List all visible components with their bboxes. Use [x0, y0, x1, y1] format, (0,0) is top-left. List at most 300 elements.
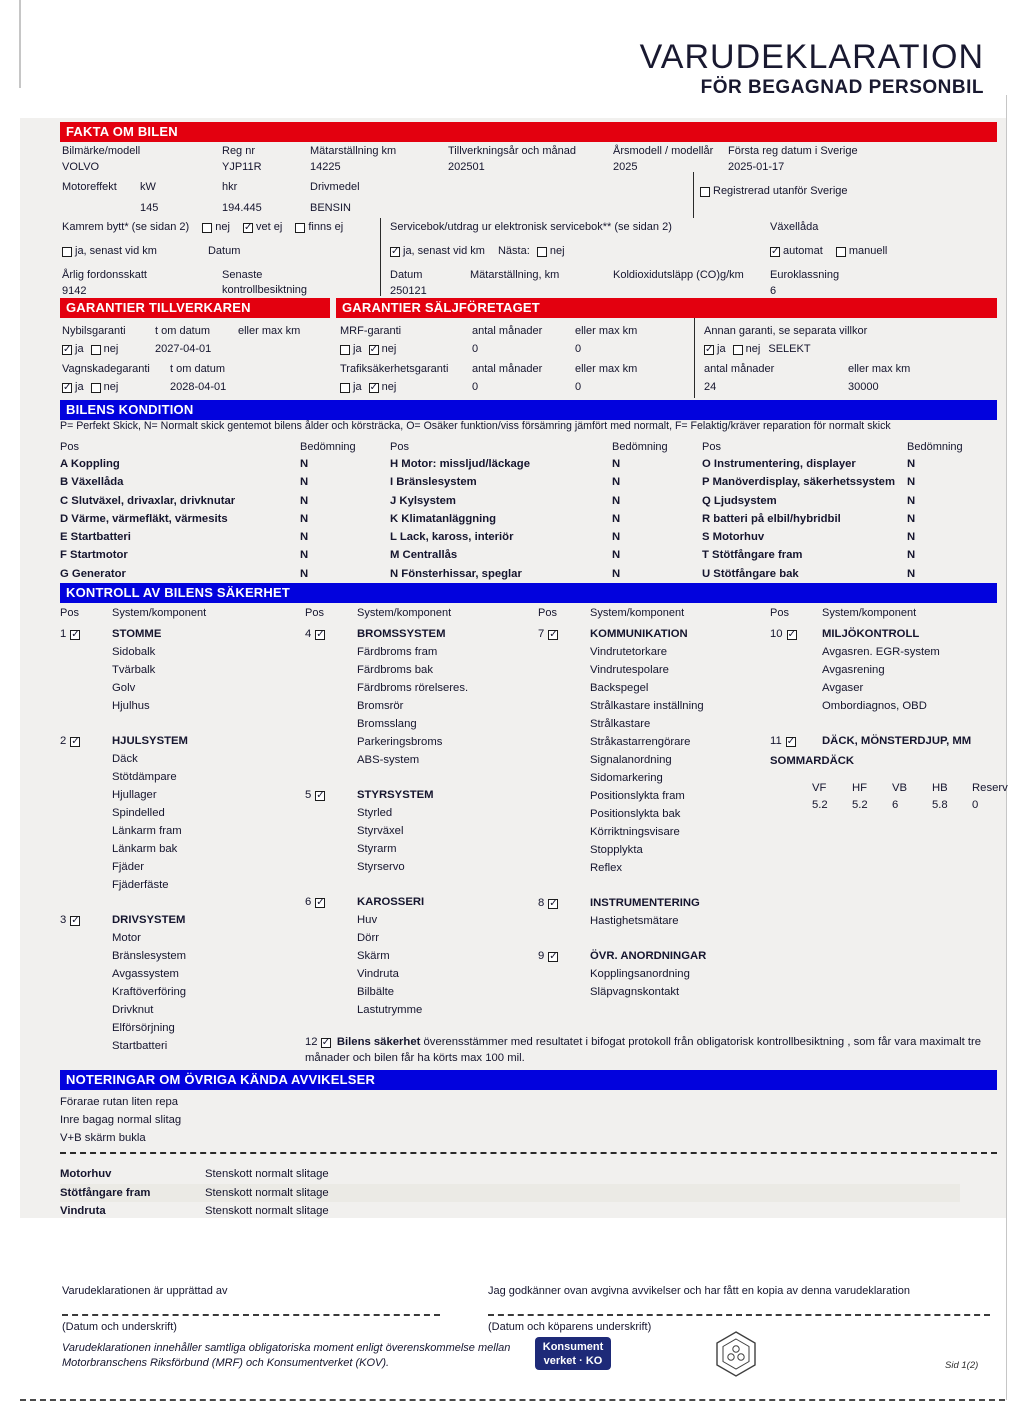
condition-row [390, 546, 692, 564]
tyre-header: VB [892, 782, 908, 794]
kamrem-label: Kamrem bytt* (se sidan 2) [62, 221, 190, 233]
bedomning-header: Bedömning [300, 441, 356, 453]
registrerad-label: Registrerad utanför Sverige [713, 185, 848, 197]
badge-line2: verket · KO [543, 1355, 603, 1367]
condition-grade: N [907, 549, 916, 562]
safety-item: Signalanordning [590, 754, 672, 766]
vaxellada-automat-checkbox: ✓ [771, 245, 780, 257]
annan-janej [704, 342, 811, 357]
safety-group-bromssystem [305, 625, 538, 769]
group-pos [538, 625, 590, 643]
dashed-divider [60, 1152, 997, 1154]
tom-datum-label: t om datum [170, 363, 226, 375]
registrerad-utanfor-row [700, 184, 848, 199]
servicebok-nej-checkbox [537, 247, 547, 257]
condition-label: L Lack, kaross, interiör [390, 531, 514, 544]
ja-label: ja [353, 381, 362, 393]
group-name: DÄCK, MÖNSTERDJUP, MM [822, 735, 972, 747]
field-kw [140, 180, 158, 216]
field-tillverkningsar [448, 144, 576, 175]
annan-maxkm-label: eller max km [848, 363, 911, 375]
bedomning-header: Bedömning [907, 441, 963, 453]
safety-item: Styrled [357, 807, 393, 819]
section-garanti-saljforetag-banner: GARANTIER SÄLJFÖRETAGET [336, 298, 997, 318]
mrf-maxkm-value: 0 [575, 343, 582, 355]
field-value: 202501 [448, 161, 485, 173]
condition-label: K Klimatanläggning [390, 512, 497, 525]
safety-group-kommunikation [538, 625, 770, 877]
group-number: 11 [770, 735, 782, 747]
nej-checkbox: ✓ [369, 381, 379, 393]
section-garanti-tillverkare [60, 318, 330, 398]
condition-label: S Motorhuv [702, 531, 765, 544]
field-matarstallning [310, 144, 396, 175]
field-label: hkr [222, 181, 238, 193]
pos-header: Pos [60, 607, 79, 619]
safety-item: Styrarm [357, 843, 397, 855]
divider [380, 218, 381, 296]
annan-garanti-namn: SELEKT [768, 343, 811, 355]
field-besiktning-datum [390, 268, 427, 299]
condition-label: P Manöverdisplay, säkerhetssystem [702, 476, 895, 489]
safety-header [305, 606, 538, 621]
bedomning-header: Bedömning [612, 441, 668, 453]
datum-underskrift-label: (Datum och underskrift) [62, 1321, 177, 1333]
safety-item: Spindelled [112, 807, 165, 819]
legal-text: Varudeklarationen innehåller samtliga obligatoriska moment enligt överenskommelse mellan Motorbranschens Riksförbund (MRF) och Konsumentverket (KOV). [62, 1342, 511, 1369]
divider [693, 172, 694, 218]
group-pos [770, 625, 822, 643]
kamrem-nej-checkbox [202, 223, 212, 233]
group-checkbox: ✓ [71, 736, 80, 747]
safety-item: Strålkastare inställning [590, 700, 704, 712]
condition-label: O Instrumentering, displayer [702, 458, 856, 470]
condition-label: G Generator [60, 567, 126, 580]
condition-grade: N [907, 567, 916, 580]
safety-item: Länkarm fram [112, 825, 182, 837]
condition-label: J Kylsystem [390, 494, 456, 507]
annan-garanti-label: Annan garanti, se separata villkor [704, 325, 868, 337]
field-value: 2025 [613, 161, 638, 173]
section-garanti-tillverkare-banner: GARANTIER TILLVERKAREN [60, 298, 330, 318]
notering-line: V+B skärm bukla [60, 1132, 146, 1144]
condition-grade: N [612, 512, 621, 525]
eller-max-km-label: eller max km [575, 325, 638, 337]
condition-column-2 [390, 439, 702, 583]
ja-checkbox: ✓ [63, 381, 72, 393]
field-euroklassning [770, 268, 839, 299]
system-header: System/komponent [357, 607, 452, 619]
safety-item: Färdbroms bak [357, 664, 433, 676]
servicebok-ja-label: ja, senast vid km [403, 245, 485, 257]
tyre-header: HF [852, 782, 868, 794]
kamrem-ja-row [62, 244, 240, 259]
konsumentverket-badge [535, 1337, 611, 1370]
group-items [112, 643, 305, 715]
field-value: 2025-01-17 [728, 161, 785, 173]
vaxellada-automat-label: automat [783, 245, 823, 257]
safety-header [60, 606, 305, 621]
safety-item: Kraftöverföring [112, 986, 187, 998]
condition-label: R batteri på elbil/hybridbil [702, 512, 841, 525]
part-note: Stenskott normalt slitage [205, 1186, 329, 1199]
condition-row [60, 510, 380, 528]
safety-group-instrumentering [538, 894, 770, 930]
field-label: Årsmodell / modellår [613, 145, 714, 157]
condition-row [702, 565, 987, 583]
safety-item: Stötdämpare [112, 771, 177, 783]
safety-header [770, 606, 1024, 621]
page-cut-line [20, 1399, 1005, 1401]
tyre-value-row [812, 797, 1024, 814]
group-pos [60, 732, 112, 750]
condition-label: F Startmotor [60, 549, 128, 562]
tyre-header: Reserv [972, 782, 1008, 794]
tyre-depth-table [812, 780, 1024, 814]
safety-item: Däck [112, 753, 138, 765]
group-pos [538, 947, 590, 965]
godkanner-label: Jag godkänner ovan avgivna avvikelser och har fått en kopia av denna varudeklaration [488, 1285, 910, 1297]
safety-item: Hjullager [112, 789, 157, 801]
ja-checkbox [340, 383, 350, 393]
safety-group-miljokontroll [770, 625, 1024, 715]
condition-label: M Centrallås [390, 549, 458, 562]
condition-grade: N [612, 549, 621, 562]
field-value: 14225 [310, 161, 341, 173]
avvikelser-table [60, 1165, 960, 1221]
group-number: 7 [538, 628, 545, 640]
group-items [357, 911, 538, 1019]
upprattad-av-label: Varudeklarationen är upprättad av [62, 1285, 228, 1297]
scan-edge-left [19, 0, 21, 88]
field-value: 250121 [390, 285, 427, 297]
safety-item: Backspegel [590, 682, 649, 694]
ja-label: ja [75, 381, 84, 393]
condition-grade: N [300, 458, 309, 470]
vaxellada-label: Växellåda [770, 221, 819, 233]
field-value: 6 [770, 285, 777, 297]
safety-item: Ombordiagnos, OBD [822, 700, 927, 712]
section-fakta-banner: FAKTA OM BILEN [60, 122, 997, 142]
safety-item: ABS-system [357, 754, 420, 766]
field-label: Mätarställning km [310, 145, 397, 157]
nej-label: nej [381, 381, 397, 393]
group-number: 9 [538, 950, 545, 962]
safety-column-1 [60, 606, 305, 1072]
safety-group-stomme [60, 625, 305, 715]
section-noteringar-banner: NOTERINGAR OM ÖVRIGA KÄNDA AVVIKELSER [60, 1070, 997, 1090]
nej-label: nej [381, 343, 397, 355]
nybilsgaranti-datum: 2027-04-01 [155, 343, 212, 355]
safety-item: Vindrutespolare [590, 664, 669, 676]
safety-item: Drivknut [112, 1004, 154, 1016]
field-besiktning [222, 268, 307, 298]
safety-group-hjulsystem [60, 732, 305, 894]
group-pos [538, 894, 590, 912]
nej-label: nej [103, 343, 119, 355]
page-subtitle: FÖR BEGAGNAD PERSONBIL [700, 77, 984, 98]
notering-line: Förarae rutan liten repa [60, 1096, 179, 1108]
field-value: VOLVO [62, 161, 100, 173]
condition-row [390, 510, 692, 528]
vaxellada-row [770, 244, 887, 259]
safety-item: Sidomarkering [590, 772, 663, 784]
note-checkbox: ✓ [321, 1037, 331, 1048]
tyre-value: 0 [972, 799, 979, 811]
safety-item: Reflex [590, 862, 623, 874]
safety-item: Fjäderfäste [112, 879, 169, 891]
safety-item: Färdbroms rörelseres. [357, 682, 469, 694]
safety-item: Lastutrymme [357, 1004, 423, 1016]
nej-checkbox: ✓ [369, 343, 379, 355]
group-items [822, 643, 1024, 715]
field-label: Drivmedel [310, 181, 360, 193]
condition-label: E Startbatteri [60, 531, 131, 544]
group-pos [305, 893, 357, 911]
notering-line: Inre bagag normal slitag [60, 1114, 182, 1126]
vaxellada-manuell-checkbox [836, 247, 846, 257]
divider [694, 318, 695, 398]
note-number: 12 [305, 1036, 318, 1048]
safety-item: Kopplingsanordning [590, 968, 690, 980]
safety-header [538, 606, 770, 621]
condition-label: H Motor: missljud/läckage [390, 458, 530, 470]
safety-item: Körriktningsvisare [590, 826, 680, 838]
part-name: Stötfångare fram [60, 1186, 151, 1199]
group-checkbox: ✓ [316, 790, 325, 801]
ja-label: ja [353, 343, 362, 355]
mrf-garanti-label: MRF-garanti [340, 325, 402, 337]
kamrem-vetej-checkbox: ✓ [243, 221, 253, 233]
field-label: Euroklassning [770, 269, 840, 281]
group-name: DRIVSYSTEM [112, 914, 186, 926]
eller-max-km-label: eller max km [575, 363, 638, 375]
system-header: System/komponent [590, 607, 685, 619]
antal-manader-label: antal månader [472, 325, 543, 337]
group-checkbox: ✓ [71, 629, 80, 640]
eller-max-km-label: eller max km [238, 325, 301, 337]
badge-line1: Konsument [542, 1341, 604, 1353]
note-text: överensstämmer med resultatet i bifogat protokoll från obligatorisk kontrollbesiktning , som får vara maximalt tre månader och bilen får ha körts max 100 mil. [305, 1036, 982, 1064]
group-pos [305, 625, 357, 643]
group-items [357, 643, 538, 769]
nej-label: nej [745, 343, 761, 355]
section-noteringar [60, 1093, 997, 1221]
condition-column-3 [702, 439, 997, 583]
pos-header: Pos [702, 441, 721, 453]
document-title-block [640, 38, 984, 100]
trafiksakerhetsgaranti-label: Trafiksäkerhetsgaranti [340, 363, 449, 375]
pos-header: Pos [60, 441, 79, 453]
condition-grade: N [612, 458, 621, 470]
safety-item: Strålkastare [590, 718, 651, 730]
page-title: VARUDEKLARATION [639, 38, 984, 76]
datum-koparens-label: (Datum och köparens underskrift) [488, 1321, 652, 1333]
nybilsgaranti-janej [62, 342, 118, 357]
group-number: 5 [305, 789, 312, 801]
antal-manader-label: antal månader [472, 363, 543, 375]
kamrem-ja-checkbox [62, 247, 72, 257]
system-header: System/komponent [822, 607, 917, 619]
ja-label: ja [75, 343, 84, 355]
condition-row [60, 565, 380, 583]
condition-row [390, 455, 692, 473]
safety-column-3 [538, 606, 770, 1072]
condition-grade: N [907, 458, 916, 470]
condition-row [390, 528, 692, 546]
kondition-legend: P= Perfekt Skick, N= Normalt skick gentemot bilens ålder och körsträcka, O= Osäker funktion/viss försämring jämfört med normalt, F= Felaktig/kräver reparation för normalt skick [60, 420, 891, 432]
condition-row [702, 492, 987, 510]
ja-label: ja [717, 343, 726, 355]
condition-row [702, 546, 987, 564]
kamrem-row [62, 220, 343, 235]
safety-group-karosseri [305, 893, 538, 1019]
safety-item: Avgasren. EGR-system [822, 646, 940, 658]
annan-manader-label: antal månader [704, 363, 775, 375]
group-name: ÖVR. ANORDNINGAR [590, 950, 707, 962]
tyre-value: 5.2 [812, 799, 828, 811]
field-value: BENSIN [310, 202, 351, 214]
field-bilmarke [62, 144, 140, 175]
condition-label: C Slutväxel, drivaxlar, drivknutar [60, 494, 236, 507]
condition-label: N Fönsterhissar, speglar [390, 567, 522, 580]
ja-checkbox [340, 345, 350, 355]
condition-row [60, 492, 380, 510]
condition-grade: N [300, 494, 309, 507]
mrf-logo-icon [712, 1330, 760, 1383]
group-name: INSTRUMENTERING [590, 897, 700, 909]
condition-grade: N [300, 476, 309, 489]
table-row [60, 1184, 960, 1203]
field-value: YJP11R [222, 161, 262, 173]
group-number: 2 [60, 735, 67, 747]
safety-item: Bromsslang [357, 718, 417, 730]
condition-label: B Växellåda [60, 476, 124, 489]
group-items [112, 929, 305, 1055]
condition-row [702, 510, 987, 528]
condition-label: D Värme, värmefläkt, värmesits [60, 512, 228, 525]
pos-header: Pos [538, 607, 557, 619]
registrerad-checkbox [700, 187, 710, 197]
group-name: KAROSSERI [357, 896, 425, 908]
tyre-value: 6 [892, 799, 899, 811]
condition-label: U Stötfångare bak [702, 567, 799, 580]
condition-rows [702, 455, 987, 583]
condition-header [60, 439, 380, 455]
condition-grade: N [907, 476, 916, 489]
condition-row [702, 473, 987, 491]
tyre-header: HB [932, 782, 948, 794]
page-number: Sid 1(2) [945, 1360, 979, 1371]
safety-item: Avgassystem [112, 968, 179, 980]
condition-row [60, 546, 380, 564]
nej-checkbox [91, 383, 101, 393]
field-arsmodell [613, 144, 713, 175]
group-items [357, 804, 538, 876]
field-label: Reg nr [222, 145, 256, 157]
safety-item: Dörr [357, 932, 379, 944]
seller-signature-line [62, 1314, 440, 1316]
condition-row [390, 565, 692, 583]
group-checkbox: ✓ [71, 915, 80, 926]
pos-header: Pos [770, 607, 789, 619]
safety-item: Positionslykta bak [590, 808, 681, 820]
trafik-maxkm-value: 0 [575, 381, 582, 393]
safety-item: Fjäder [112, 861, 145, 873]
table-row [60, 1165, 960, 1184]
safety-item: Vindrutetorkare [590, 646, 668, 658]
group-number: 4 [305, 628, 312, 640]
safety-item: Styrservo [357, 861, 405, 873]
mrf-manader-value: 0 [472, 343, 479, 355]
safety-group-drivsystem [60, 911, 305, 1055]
safety-item: Motor [112, 932, 141, 944]
group-items [590, 965, 770, 1001]
nej-label: nej [103, 381, 119, 393]
safety-item: Hastighetsmätare [590, 915, 679, 927]
condition-grade: N [907, 494, 916, 507]
condition-grade: N [907, 512, 916, 525]
group-items [590, 912, 770, 930]
section-sakerhet-banner: KONTROLL AV BILENS SÄKERHET [60, 583, 997, 603]
safety-item: Släpvagnskontakt [590, 986, 680, 998]
condition-row [390, 473, 692, 491]
safety-item: Hjulhus [112, 700, 150, 712]
condition-grade: N [300, 512, 309, 525]
section-kondition-banner: BILENS KONDITION [60, 400, 997, 420]
co2-label: Koldioxidutsläpp (CO)g/km [613, 269, 744, 281]
kamrem-finnsej-checkbox [295, 223, 305, 233]
vagnskadegaranti-label: Vagnskadegaranti [62, 363, 150, 375]
safety-item: Huv [357, 914, 378, 926]
kamrem-datum-label: Datum [207, 245, 241, 257]
tyre-header-row [812, 780, 1024, 797]
group-name: BROMSSYSTEM [357, 628, 446, 640]
servicebok-row [390, 244, 565, 259]
condition-grade: N [612, 494, 621, 507]
group-pos [305, 786, 357, 804]
group-pos [60, 911, 112, 929]
condition-label: T Stötfångare fram [702, 549, 803, 562]
field-hkr [222, 180, 262, 216]
group-checkbox: ✓ [787, 629, 796, 640]
field-drivmedel [310, 180, 360, 216]
safety-item: Sidobalk [112, 646, 156, 658]
safety-item: Tvärbalk [112, 664, 156, 676]
condition-grade: N [300, 567, 309, 580]
field-label: kW [140, 181, 156, 193]
servicebok-label: Servicebok/utdrag ur elektronisk servicebok** (se sidan 2) [390, 221, 672, 233]
group-checkbox: ✓ [786, 736, 796, 747]
trafik-janej [340, 380, 396, 395]
servicebok-nasta-label: Nästa: [497, 245, 530, 257]
vagnskadegaranti-janej [62, 380, 118, 395]
pos-header: Pos [390, 441, 409, 453]
group-name: STYRSYSTEM [357, 789, 434, 801]
field-label: Tillverkningsår och månad [448, 145, 576, 157]
group-number: 6 [305, 896, 312, 908]
group-checkbox: ✓ [549, 951, 558, 962]
part-note: Stenskott normalt slitage [205, 1168, 329, 1180]
field-label: Bilmärke/modell [62, 145, 141, 157]
group-name: HJULSYSTEM [112, 735, 188, 747]
field-forsta-reg [728, 144, 858, 175]
group-checkbox: ✓ [549, 898, 558, 909]
tyre-header: VF [812, 782, 827, 794]
group-checkbox: ✓ [549, 629, 558, 640]
condition-grade: N [300, 549, 309, 562]
safety-item: Parkeringsbroms [357, 736, 443, 748]
